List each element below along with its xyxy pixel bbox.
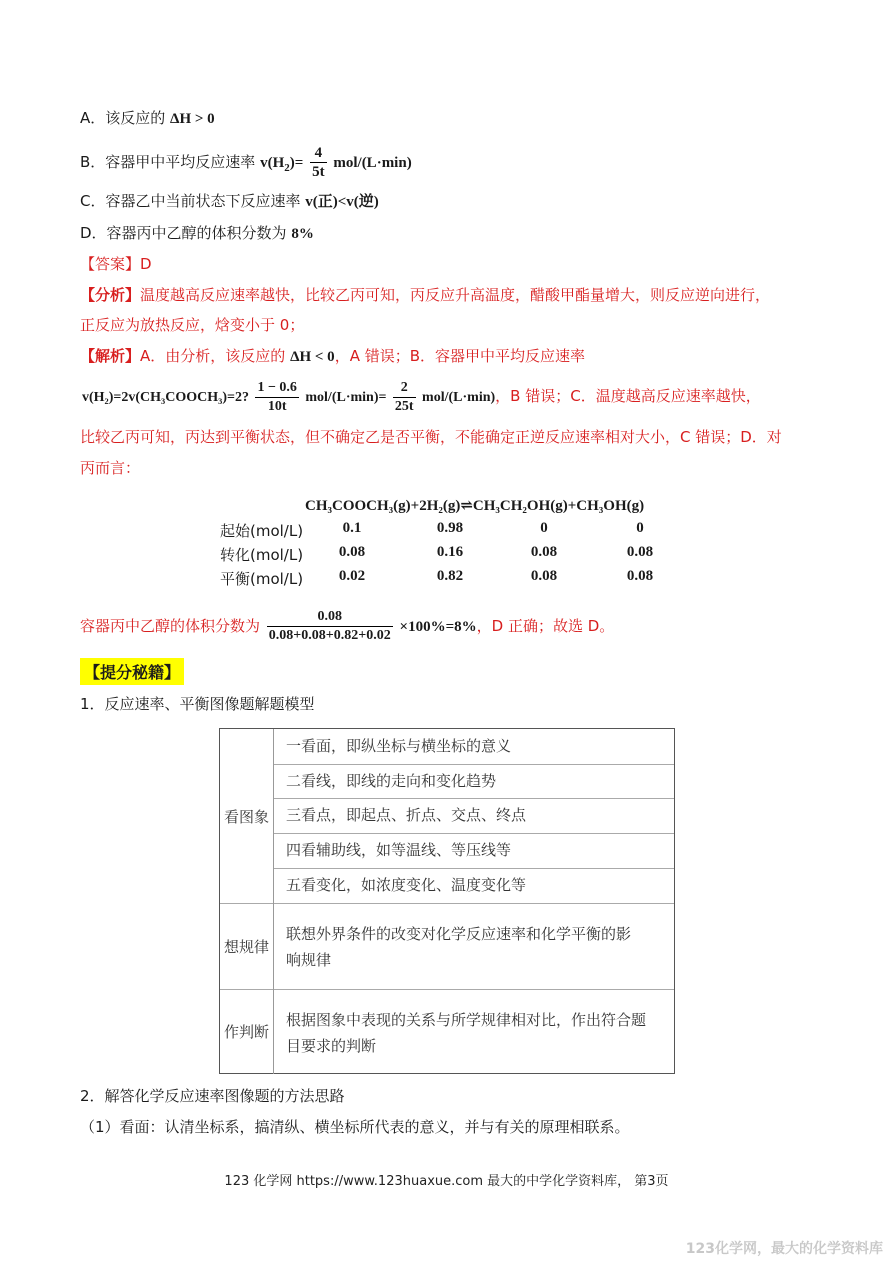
option-d: D．容器丙中乙醇的体积分数为 8% xyxy=(80,224,314,242)
model-table xyxy=(219,728,675,1074)
analysis-line1: 【分析】温度越高反应速率越快，比较乙丙可知，丙反应升高温度，醋酸甲酯量增大，则反应逆向进行， xyxy=(80,286,771,304)
model-item: 根据图象中表现的关系与所学规律相对比，作出符合题 目要求的判断 xyxy=(286,1011,647,1055)
model-item: 联想外界条件的改变对化学反应速率和化学平衡的影 响规律 xyxy=(286,925,632,969)
model-item: 二看线，即线的走向和变化趋势 xyxy=(286,772,497,790)
model-item: 四看辅助线，如等温线、等压线等 xyxy=(286,841,512,859)
category-look: 看图象 xyxy=(220,729,274,903)
fraction-1: $\frac{1 - 0.6}{10t}$ xyxy=(257,379,297,414)
conclusion-fraction: $\frac{0.08}{0.08+0.08+0.82+0.02}$ xyxy=(268,609,391,643)
conclusion: 容器丙中乙醇的体积分数为 $\frac{0.08}{0.08+0.08+0.82+0.02}$ ×100%=8%，D 正确；故选 D。 xyxy=(80,609,615,643)
watermark: 123化学网，最大的化学资料库 xyxy=(685,1241,883,1257)
reaction-equation: CH₃COOCH₃(g)+2H₂(g)⇌CH₃CH₂OH(g)+CH₃OH(g) xyxy=(305,498,645,514)
answer: 【答案】D xyxy=(80,255,152,273)
page-footer: 123 化学网 https://www.123huaxue.com 最大的中学化学资料库， 第3页 xyxy=(224,1174,669,1189)
model-item: 三看点，即起点、折点、交点、终点 xyxy=(286,806,527,824)
solution-equation: v(H₂)=2v(CH₃COOCH₃)=2? $\frac{1 - 0.6}{10t}$ mol/(L·min)= $\frac{2}{25t}$ mol/(L·min)，B 错误；C．温度越高反应速率越快， xyxy=(82,379,761,414)
solution-line3: 比较乙丙可知，丙达到平衡状态，但不确定乙是否平衡，不能确定正逆反应速率相对大小，C 错误；D．对 xyxy=(80,428,782,446)
b-fraction: $\frac{4}{5t}$ xyxy=(312,145,325,180)
section1-title: 1．反应速率、平衡图像题解题模型 xyxy=(80,695,315,713)
section2-title: 2．解答化学反应速率图像题的方法思路 xyxy=(80,1087,345,1105)
solution-line4: 丙而言： xyxy=(80,459,141,477)
model-item: 一看面，即纵坐标与横坐标的意义 xyxy=(286,737,512,755)
option-c: C．容器乙中当前状态下反应速率 v(正)<v(逆) xyxy=(80,192,379,210)
fraction-2: $\frac{2}{25t}$ xyxy=(394,379,414,414)
analysis-line2: 正反应为放热反应，焓变小于 0； xyxy=(80,316,305,334)
category-judge: 作判断 xyxy=(220,989,274,1074)
model-item: 五看变化，如浓度变化、温度变化等 xyxy=(286,876,527,894)
category-rule: 想规律 xyxy=(220,903,274,989)
solution-line1: 【解析】A．由分析，该反应的 ΔH < 0，A 错误；B．容器甲中平均反应速率 xyxy=(80,347,586,365)
option-b: B．容器甲中平均反应速率 $v(H_2)=$ $\frac{4}{5t}$ mol/(L·min) xyxy=(80,145,412,180)
section2-item1: （1）看面：认清坐标系，搞清纵、横坐标所代表的意义，并与有关的原理相联系。 xyxy=(80,1118,630,1136)
tips-heading: 【提分秘籍】 xyxy=(80,658,184,685)
option-a: A．该反应的 ΔH > 0 xyxy=(80,109,215,127)
